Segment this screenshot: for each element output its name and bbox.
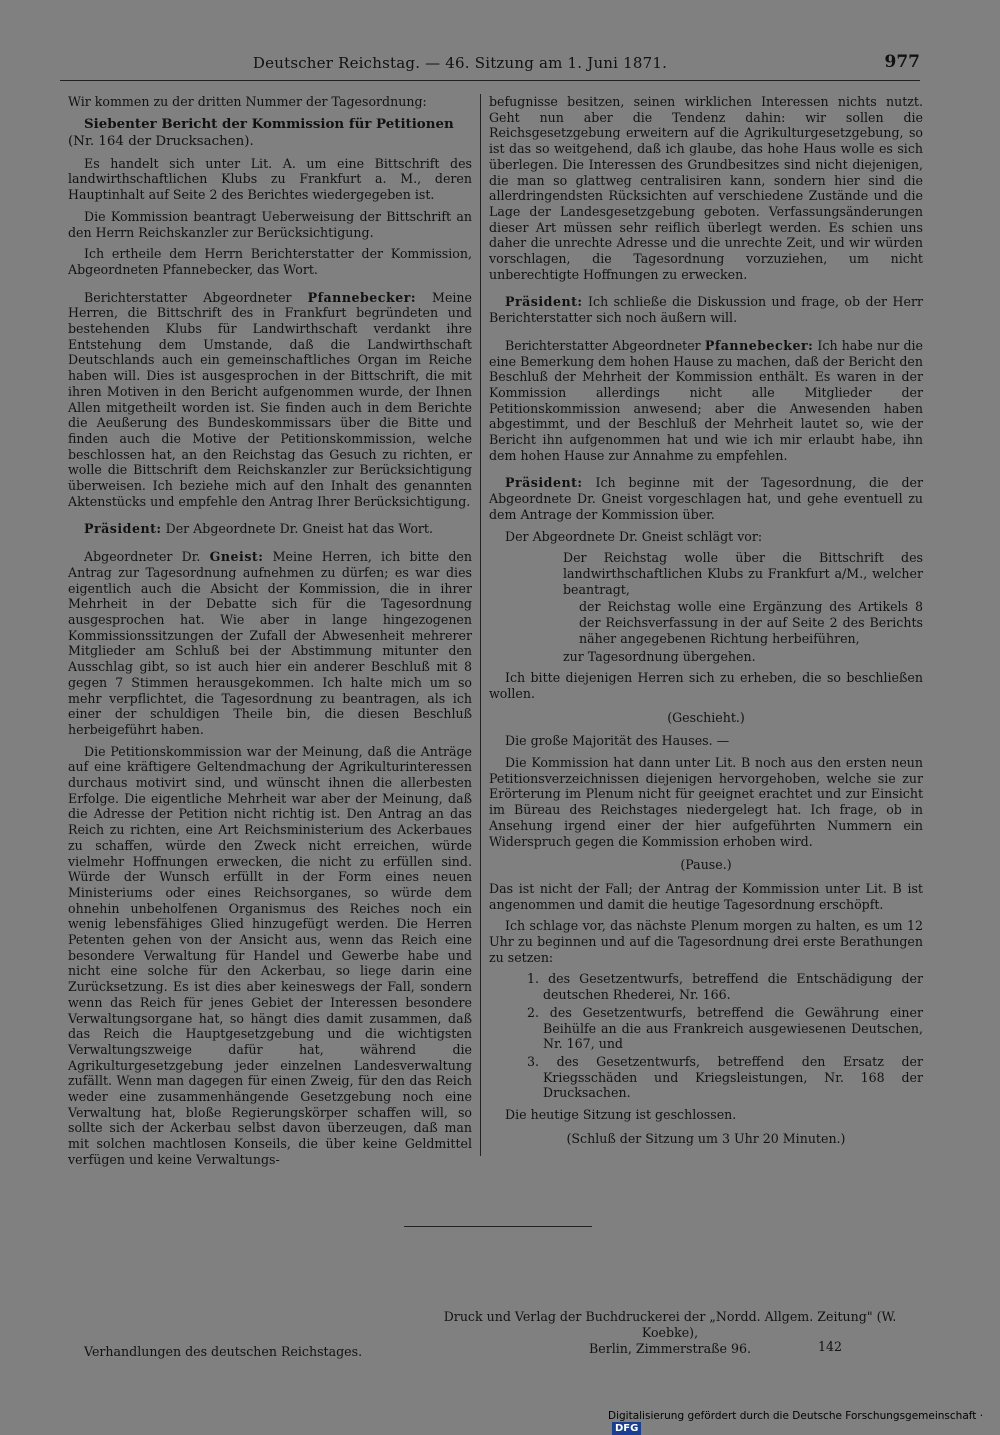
speech-text: Ich schließe die Diskussion und frage, ob der Herr Berichterstatter sich noch äußern will. [489, 294, 923, 326]
speaker-role: Berichterstatter Abgeordneter [84, 289, 308, 305]
dfg-logo-icon: DFG [612, 1422, 641, 1435]
speech-president [489, 294, 923, 325]
paragraph: Wir kommen zu der dritten Nummer der Tagesordnung: [68, 94, 427, 109]
credit-text: Digitalisierung gefördert durch die Deutsche Forschungsgemeinschaft · [608, 1410, 984, 1422]
speech-president [489, 475, 923, 522]
speaker-role: Berichterstatter Abgeordneter [505, 337, 705, 353]
paragraph: Die Petitionskommission war der Meinung, daß die Anträge auf eine kräftigere Geltendmachung der Agrikulturinteressen durchaus motivirt sind, und wünscht ihnen die allerbesten Erfolge. Die eigentliche Mehrheit war aber der Meinung, daß die Adresse der Petition nicht richtig ist. Den Antrag an das Reich zu richten, eine Art Reichsministerium des Ackerbaues zu schaffen, würde den Zweck nicht erreichen, würde vielmehr Hoffnungen erwecken, die nicht zu erfüllen sind. Würde der Wunsch erfüllt in der Form eines neuen Ministeriums oder eines Reichsorganes, so würde dem ohnehin unbeholfenen Organismus des Reiches noch ein wenig lebensfähiges Glied hinzugefügt werden. Die Herren Petenten gehen von der Ansicht aus, wenn das Reich eine besondere Verwaltung für Handel und Gewerbe habe und nicht eine solche für den Ackerbau, so liege darin eine Zurücksetzung. Es ist dies aber keineswegs der Fall, sondern wenn das Reich für jenes Gebiet der Interessen besondere Verwaltungsorgane hat, so hängt dies damit zusammen, daß das Reich die Hauptgesetzgebung und die wichtigsten Verwaltungszweige dafür hat, während die Agrikulturgesetzgebung jeder einzelnen Landesverwaltung zufällt. Wenn man dagegen für einen Zweig, für den das Reich weder eine zusammenhängende Gesetzgebung noch eine Verwaltung hat, bloße Regierungskörper schaffen will, so sollte sich der Ackerbau selbst davon überzeugen, daß man mit solchen machtlosen Konseils, die über keine Geldmittel verfügen und keine Verwaltungs- [68, 743, 472, 1167]
motion-text: zur Tagesordnung übergehen. [563, 648, 756, 664]
list-item: 1. des Gesetzentwurfs, betreffend die Entschädigung der deutschen Rhederei, Nr. 166. [527, 971, 923, 1003]
paragraph: Die Kommission beantragt Ueberweisung der Bittschrift an den Herrn Reichskanzler zur Berücksichtigung. [68, 208, 472, 240]
paragraph: Die Kommission hat dann unter Lit. B noch aus den ersten neun Petitionsverzeichnissen diejenigen hervorgehoben, welche sie zur Erörterung im Plenum nicht für geeignet erachtet und zur Einsicht im Büreau des Reichstages niedergelegt hat. Ich frage, ob in Ansehung irgend einer der hier aufgeführten Nummern ein Widerspruch gegen die Kommission erhoben wird. [489, 755, 923, 849]
speech-text: Meine Herren, die Bittschrift des in Frankfurt begründeten und bestehenden Klubs für Landwirthschaft verdankt ihre Entstehung dem Umstande, daß die Landwirthschaft Deutschlands auch ein gemeinschaftliches Organ im Reiche haben will. Dies ist ausgesprochen in der Bittschrift, die mit ihren Motiven in den Bericht aufgenommen wurde, der Ihnen Allen mitgetheilt worden ist. Sie finden auch in dem Berichte die Aeußerung des Bundeskommissars über die Bitte und finden auch die Motive der Petitionskommission, welche beschlossen hat, an den Reichstag das Gesuch zu richten, er wolle die Bittschrift dem Reichskanzler zur Berücksichtigung überweisen. Ich beziehe mich auf den Inhalt des genannten Aktenstücks und empfehle den Antrag Ihrer Berücksichtigung. [68, 289, 472, 509]
paragraph: Ich bitte diejenigen Herren sich zu erheben, die so beschließen wollen. [489, 670, 923, 701]
speech-pfannebecker [489, 338, 923, 464]
paragraph: Das ist nicht der Fall; der Antrag der Kommission unter Lit. B ist angenommen und damit die heutige Tagesordnung erschöpft. [489, 880, 923, 912]
speaker-role: Abgeordneter Dr. [84, 549, 210, 565]
section-heading [68, 116, 472, 150]
speaker-name: Pfannebecker: [704, 337, 814, 353]
paragraph: Die große Majorität des Hauses. — [505, 733, 730, 749]
speaker-name: Präsident: [505, 294, 583, 310]
speech-text: Der Abgeordnete Dr. Gneist hat das Wort. [161, 521, 433, 537]
heading-rest: (Nr. 164 der Drucksachen). [68, 133, 254, 149]
motion-text: Der Reichstag wolle über die Bittschrift des landwirthschaftlichen Klubs zu Frankfurt a/M., welcher beantragt, [563, 550, 923, 597]
speech-text: Meine Herren, ich bitte den Antrag zur Tagesordnung aufnehmen zu dürfen; es war dies eigentlich auch die Absicht der Kommission, die in ihrer Mehrheit in der Debatte sich für die Tagesordnung ausgesprochen hat. Wie aber in lange hingezogenen Kommissionssitzungen der Zufall der Abwesenheit mehrerer Mitglieder am Schluß bei der Abstimmung mitunter den Ausschlag gibt, so ist auch hier ein anderer Beschluß mit 8 gegen 7 Stimmen herausgekommen. Ich halte mich um so mehr verpflichtet, die Tagesordnung zu beantragen, als ich einer der schuldigen Theile bin, die diesen Beschluß herbeigeführt haben. [68, 549, 472, 737]
closing-note: (Schluß der Sitzung um 3 Uhr 20 Minuten.) [566, 1130, 846, 1146]
motion-block [563, 550, 923, 664]
paragraph: befugnisse besitzen, seinen wirklichen Interessen nichts nutzt. Geht nun aber die Tendenz dahin: wir sollen die Reichsgesetzgebung erweitern auf die Agrikulturgesetzgebung, so ist das so weitgehend, daß ich glaube, das hohe Haus wolle es sich überlegen. Die Interessen des Grundbesitzes sind nicht diejenigen, die man so glattweg centralisiren kann, sondern hier sind die allerdringendsten Rücksichten auf verschiedene Zustände und die Lage der Landesgesetzgebung geboten. Verfassungsänderungen dieser Art müssen sehr reiflich überlegt werden. Es schien uns daher die unrechte Adresse und die unrechte Zeit, und wir würden vorschlagen, die Tagesordnung vorzuziehen, um nicht unberechtigte Hoffnungen zu erwecken. [489, 94, 923, 282]
stage-direction: (Pause.) [680, 857, 732, 873]
right-column [489, 94, 923, 1154]
header-rule [60, 80, 920, 81]
speech-text: Ich beginne mit der Tagesordnung, die der Abgeordnete Dr. Gneist vorgeschlagen hat, und gehe eventuell zu dem Antrage der Kommission über. [489, 475, 923, 522]
stage-direction: (Geschieht.) [667, 709, 745, 725]
list-item: 3. des Gesetzentwurfs, betreffend den Ersatz der Kriegsschäden und Kriegsleistungen, Nr. 168 der Drucksachen. [527, 1053, 923, 1101]
footer-title: Verhandlungen des deutschen Reichstages. [84, 1344, 363, 1359]
paragraph: Ich schlage vor, das nächste Plenum morgen zu halten, es um 12 Uhr zu beginnen und auf die Tagesordnung drei erste Berathungen zu setzen: [489, 918, 923, 965]
paragraph: Es handelt sich unter Lit. A. um eine Bittschrift des landwirthschaftlichen Klubs zu Frankfurt a. M., deren Hauptinhalt auf Seite 2 des Berichtes wiedergegeben ist. [68, 155, 472, 203]
imprint [416, 1309, 924, 1357]
paragraph: Der Abgeordnete Dr. Gneist schlägt vor: [505, 528, 763, 544]
agenda-list [527, 971, 923, 1101]
speech-pfannebecker [68, 290, 472, 510]
speaker-name: Präsident: [505, 475, 583, 491]
imprint-line: Druck und Verlag der Buchdruckerei der „Nordd. Allgem. Zeitung" (W. Koebke), [443, 1309, 897, 1340]
digitization-credit [608, 1410, 1000, 1435]
column-divider [480, 94, 481, 1156]
speech-president [68, 521, 472, 537]
paragraph: Ich ertheile dem Herrn Berichterstatter der Kommission, Abgeordneten Pfannebecker, das Wort. [68, 246, 472, 277]
speech-gneist [68, 549, 472, 737]
page-number: 977 [884, 52, 920, 72]
speaker-name: Pfannebecker: [307, 289, 416, 305]
imprint-line: Berlin, Zimmerstraße 96. [589, 1341, 751, 1356]
left-column [68, 94, 472, 1174]
running-title: Deutscher Reichstag. — 46. Sitzung am 1. Juni 1871. [252, 54, 668, 72]
list-item: 2. des Gesetzentwurfs, betreffend die Gewährung einer Beihülfe an die aus Frankreich ausgewiesenen Deutschen, Nr. 167, und [527, 1004, 923, 1052]
motion-text: der Reichstag wolle eine Ergänzung des Artikels 8 der Reichsverfassung in der auf Seite 2 des Berichts näher angegebenen Richtung herbeiführen, [579, 599, 923, 646]
paragraph: Die heutige Sitzung ist geschlossen. [505, 1107, 737, 1123]
speech-text: Ich habe nur die eine Bemerkung dem hohen Hause zu machen, daß der Bericht den Beschluß der Mehrheit der Kommission enthält. Es waren in der Kommission allerdings nicht alle Mitglieder der Petitionskommission anwesend; aber die Anwesenden haben abgestimmt, und der Beschluß der Mehrheit lautet so, wie der Bericht ihn aufgenommen hat und wie ich mir erlaubt habe, ihn dem hohen Hause zur Annahme zu empfehlen. [489, 337, 923, 463]
speaker-name: Präsident: [84, 521, 162, 537]
page-header [60, 54, 920, 78]
speaker-name: Gneist: [209, 549, 264, 565]
heading-bold: Siebenter Bericht der Kommission für Petitionen [84, 115, 454, 132]
sheet-number: 142 [818, 1339, 843, 1354]
end-rule [404, 1226, 592, 1227]
